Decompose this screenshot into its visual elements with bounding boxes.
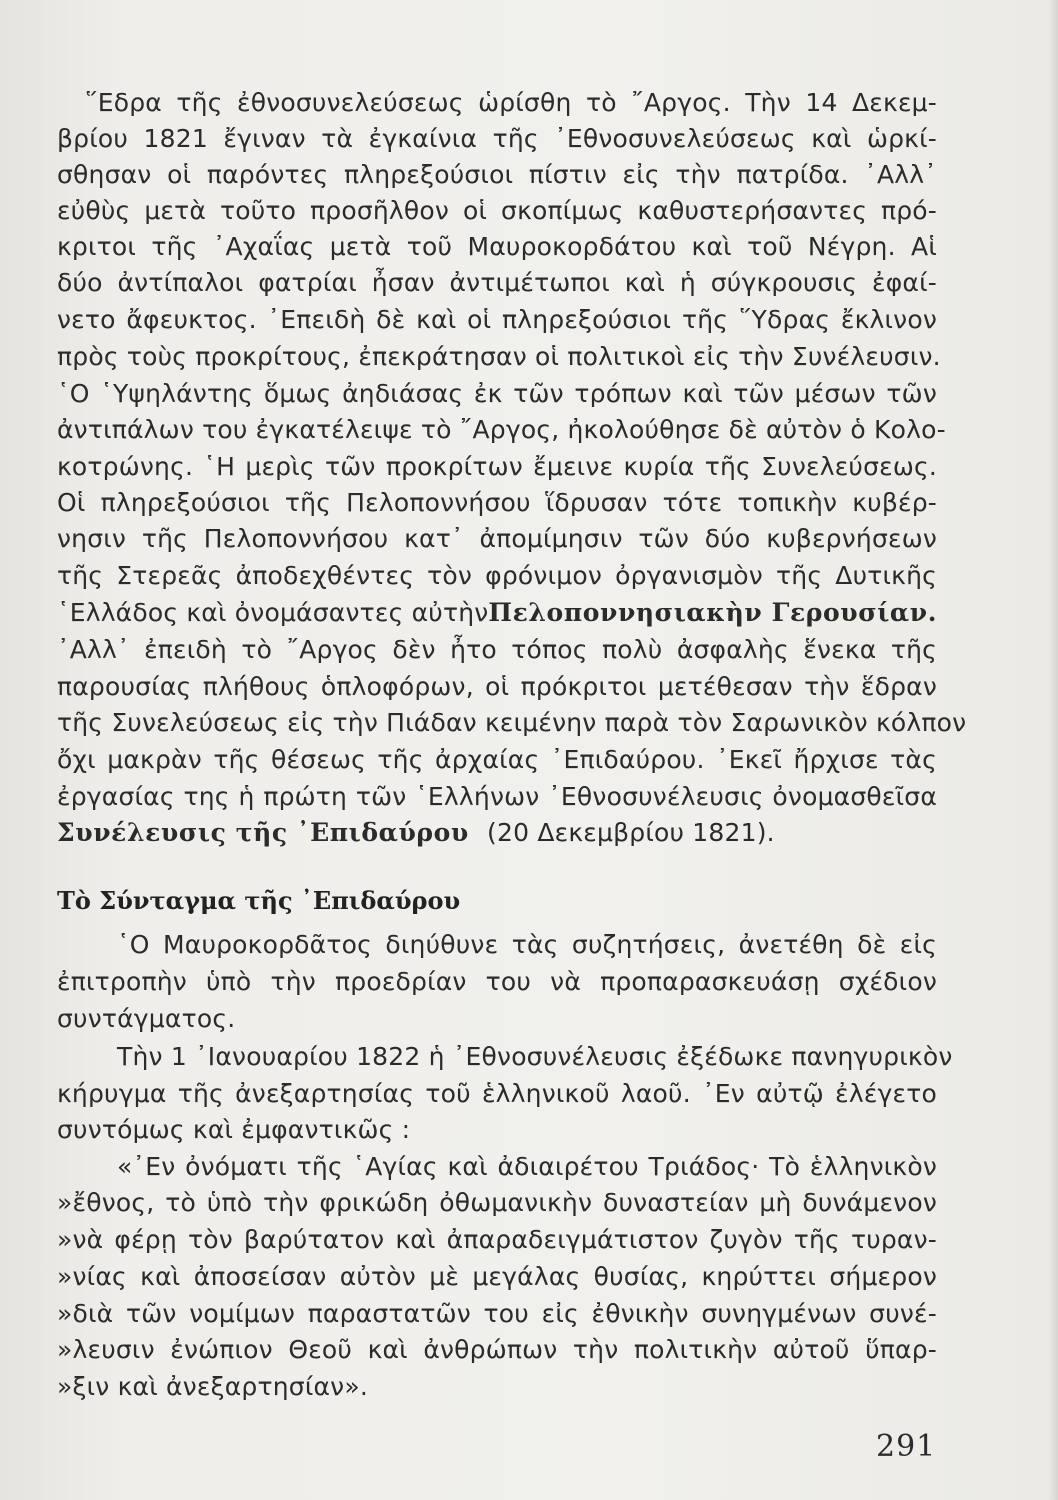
text-line: κοτρώνης. ῾Η μερὶς τῶν προκρίτων ἔμεινε κυρία τῆς Συνελεύσεως. — [57, 452, 937, 481]
text-line: παρουσίας πλήθους ὁπλοφόρων, οἱ πρόκριτοι μετέθεσαν τὴν ἕδραν — [57, 672, 937, 701]
text-line: συντόμως καὶ ἐμφαντικῶς : — [57, 1115, 411, 1144]
text-line — [57, 596, 937, 630]
emphasis-text: Πελοποννησιακὴν Γερουσίαν. — [488, 598, 938, 627]
text-line: τῆς Συνελεύσεως εἰς τὴν Πιάδαν κειμένην παρὰ τὸν Σαρωνικὸν κόλπον — [57, 708, 967, 737]
text-line: κριτοι τῆς ᾿Αχαΐας μετὰ τοῦ Μαυροκορδάτου καὶ τοῦ Νέγρη. Αἱ — [57, 232, 937, 261]
quote-line: »ἔθνος, τὸ ὑπὸ τὴν φρικώδη ὀθωμανικὴν δυναστείαν μὴ δυνάμενον — [57, 1188, 937, 1217]
quote-line: »νίας καὶ ἀποσείσαν αὐτὸν μὲ μεγάλας θυσίας, κηρύττει σήμερον — [57, 1262, 937, 1291]
section-heading: Τὸ Σύνταγμα τῆς ᾿Επιδαύρου — [57, 886, 461, 915]
page-edge-shadow — [1048, 0, 1058, 1500]
text-line: Τὴν 1 ᾿Ιανουαρίου 1822 ἡ ᾿Εθνοσυνέλευσις ἐξέδωκε πανηγυρικὸν — [117, 1042, 953, 1071]
text-line: νετο ἄφευκτος. ᾿Επειδὴ δὲ καὶ οἱ πληρεξούσιοι τῆς ῞Υδρας ἔκλινον — [57, 305, 937, 334]
quote-line: »διὰ τῶν νομίμων παραστατῶν του εἰς ἐθνικὴν συνηγμένων συνέ- — [57, 1299, 937, 1328]
text-line: κήρυγμα τῆς ἀνεξαρτησίας τοῦ ἑλληνικοῦ λαοῦ. ᾿Εν αὐτῷ ἐλέγετο — [57, 1079, 937, 1108]
text-line: ῞Εδρα τῆς ἐθνοσυνελεύσεως ὡρίσθη τὸ ῎Αργος. Τὴν 14 Δεκεμ- — [85, 88, 937, 117]
text-line: εὐθὺς μετὰ τοῦτο προσῆλθον οἱ σκοπίμως καθυστερήσαντες πρό- — [57, 196, 937, 225]
text-line: ᾿Αλλ᾿ ἐπειδὴ τὸ ῎Αργος δὲν ἦτο τόπος πολὺ ἀσφαλὴς ἕνεκα τῆς — [57, 635, 937, 664]
text-line: Οἱ πληρεξούσιοι τῆς Πελοποννήσου ἵδρυσαν τότε τοπικὴν κυβέρ- — [57, 488, 937, 517]
text-line — [57, 816, 937, 850]
text-line: ἐπιτροπὴν ὑπὸ τὴν προεδρίαν του νὰ προπαρασκευάσῃ σχέδιον — [57, 967, 937, 996]
quote-line: »λευσιν ἐνώπιον Θεοῦ καὶ ἀνθρώπων τὴν πολιτικὴν αὐτοῦ ὕπαρ- — [57, 1335, 937, 1364]
text-line: βρίου 1821 ἔγιναν τὰ ἐγκαίνια τῆς ᾿Εθνοσυνελεύσεως καὶ ὡρκί- — [57, 124, 937, 153]
text-line: ὄχι μακρὰν τῆς θέσεως τῆς ἀρχαίας ᾿Επιδαύρου. ᾿Εκεῖ ἤρχισε τὰς — [57, 745, 937, 774]
emphasis-text: Συνέλευσις τῆς ᾿Επιδαύρου — [57, 818, 469, 847]
text-line: σθησαν οἱ παρόντες πληρεξούσιοι πίστιν εἰς τὴν πατρίδα. ᾿Αλλ᾿ — [57, 160, 937, 189]
quote-line: »ξιν καὶ ἀνεξαρτησίαν». — [57, 1372, 368, 1401]
text-span: (20 Δεκεμβρίου 1821). — [487, 818, 775, 847]
text-line: τῆς Στερεᾶς ἀποδεχθέντες τὸν φρόνιμον ὀργανισμὸν τῆς Δυτικῆς — [57, 561, 937, 590]
text-line: συντάγματος. — [57, 1004, 236, 1033]
text-line: ἐργασίας της ἡ πρώτη τῶν ῾Ελλήνων ᾿Εθνοσυνέλευσις ὀνομασθεῖσα — [57, 782, 937, 811]
text-span: ῾Ελλάδος καὶ ὀνομάσαντες αὐτὴν — [57, 598, 489, 627]
quote-line: «᾿Εν ὀνόματι τῆς ῾Αγίας καὶ ἀδιαιρέτου Τριάδος· Τὸ ἑλληνικὸν — [117, 1152, 937, 1181]
text-line: ἀντιπάλων του ἐγκατέλειψε τὸ ῎Αργος, ἠκολούθησε δὲ αὐτὸν ὁ Κολο- — [57, 415, 946, 444]
text-line: νησιν τῆς Πελοποννήσου κατ᾿ ἀπομίμησιν τῶν δύο κυβερνήσεων — [57, 524, 937, 553]
text-line: δύο ἀντίπαλοι φατρίαι ἦσαν ἀντιμέτωποι καὶ ἡ σύγκρουσις ἐφαί- — [57, 268, 937, 297]
text-line: πρὸς τοὺς προκρίτους, ἐπεκράτησαν οἱ πολιτικοὶ εἰς τὴν Συνέλευσιν. — [57, 342, 941, 371]
text-line: ῾Ο ῾Υψηλάντης ὅμως ἀηδιάσας ἐκ τῶν τρόπων καὶ τῶν μέσων τῶν — [57, 379, 937, 408]
page-number: 291 — [876, 1429, 937, 1464]
quote-line: »νὰ φέρῃ τὸν βαρύτατον καὶ ἀπαραδειγμάτιστον ζυγὸν τῆς τυραν- — [57, 1225, 937, 1254]
text-line: ῾Ο Μαυροκορδᾶτος διηύθυνε τὰς συζητήσεις, ἀνετέθη δὲ εἰς — [117, 930, 937, 959]
